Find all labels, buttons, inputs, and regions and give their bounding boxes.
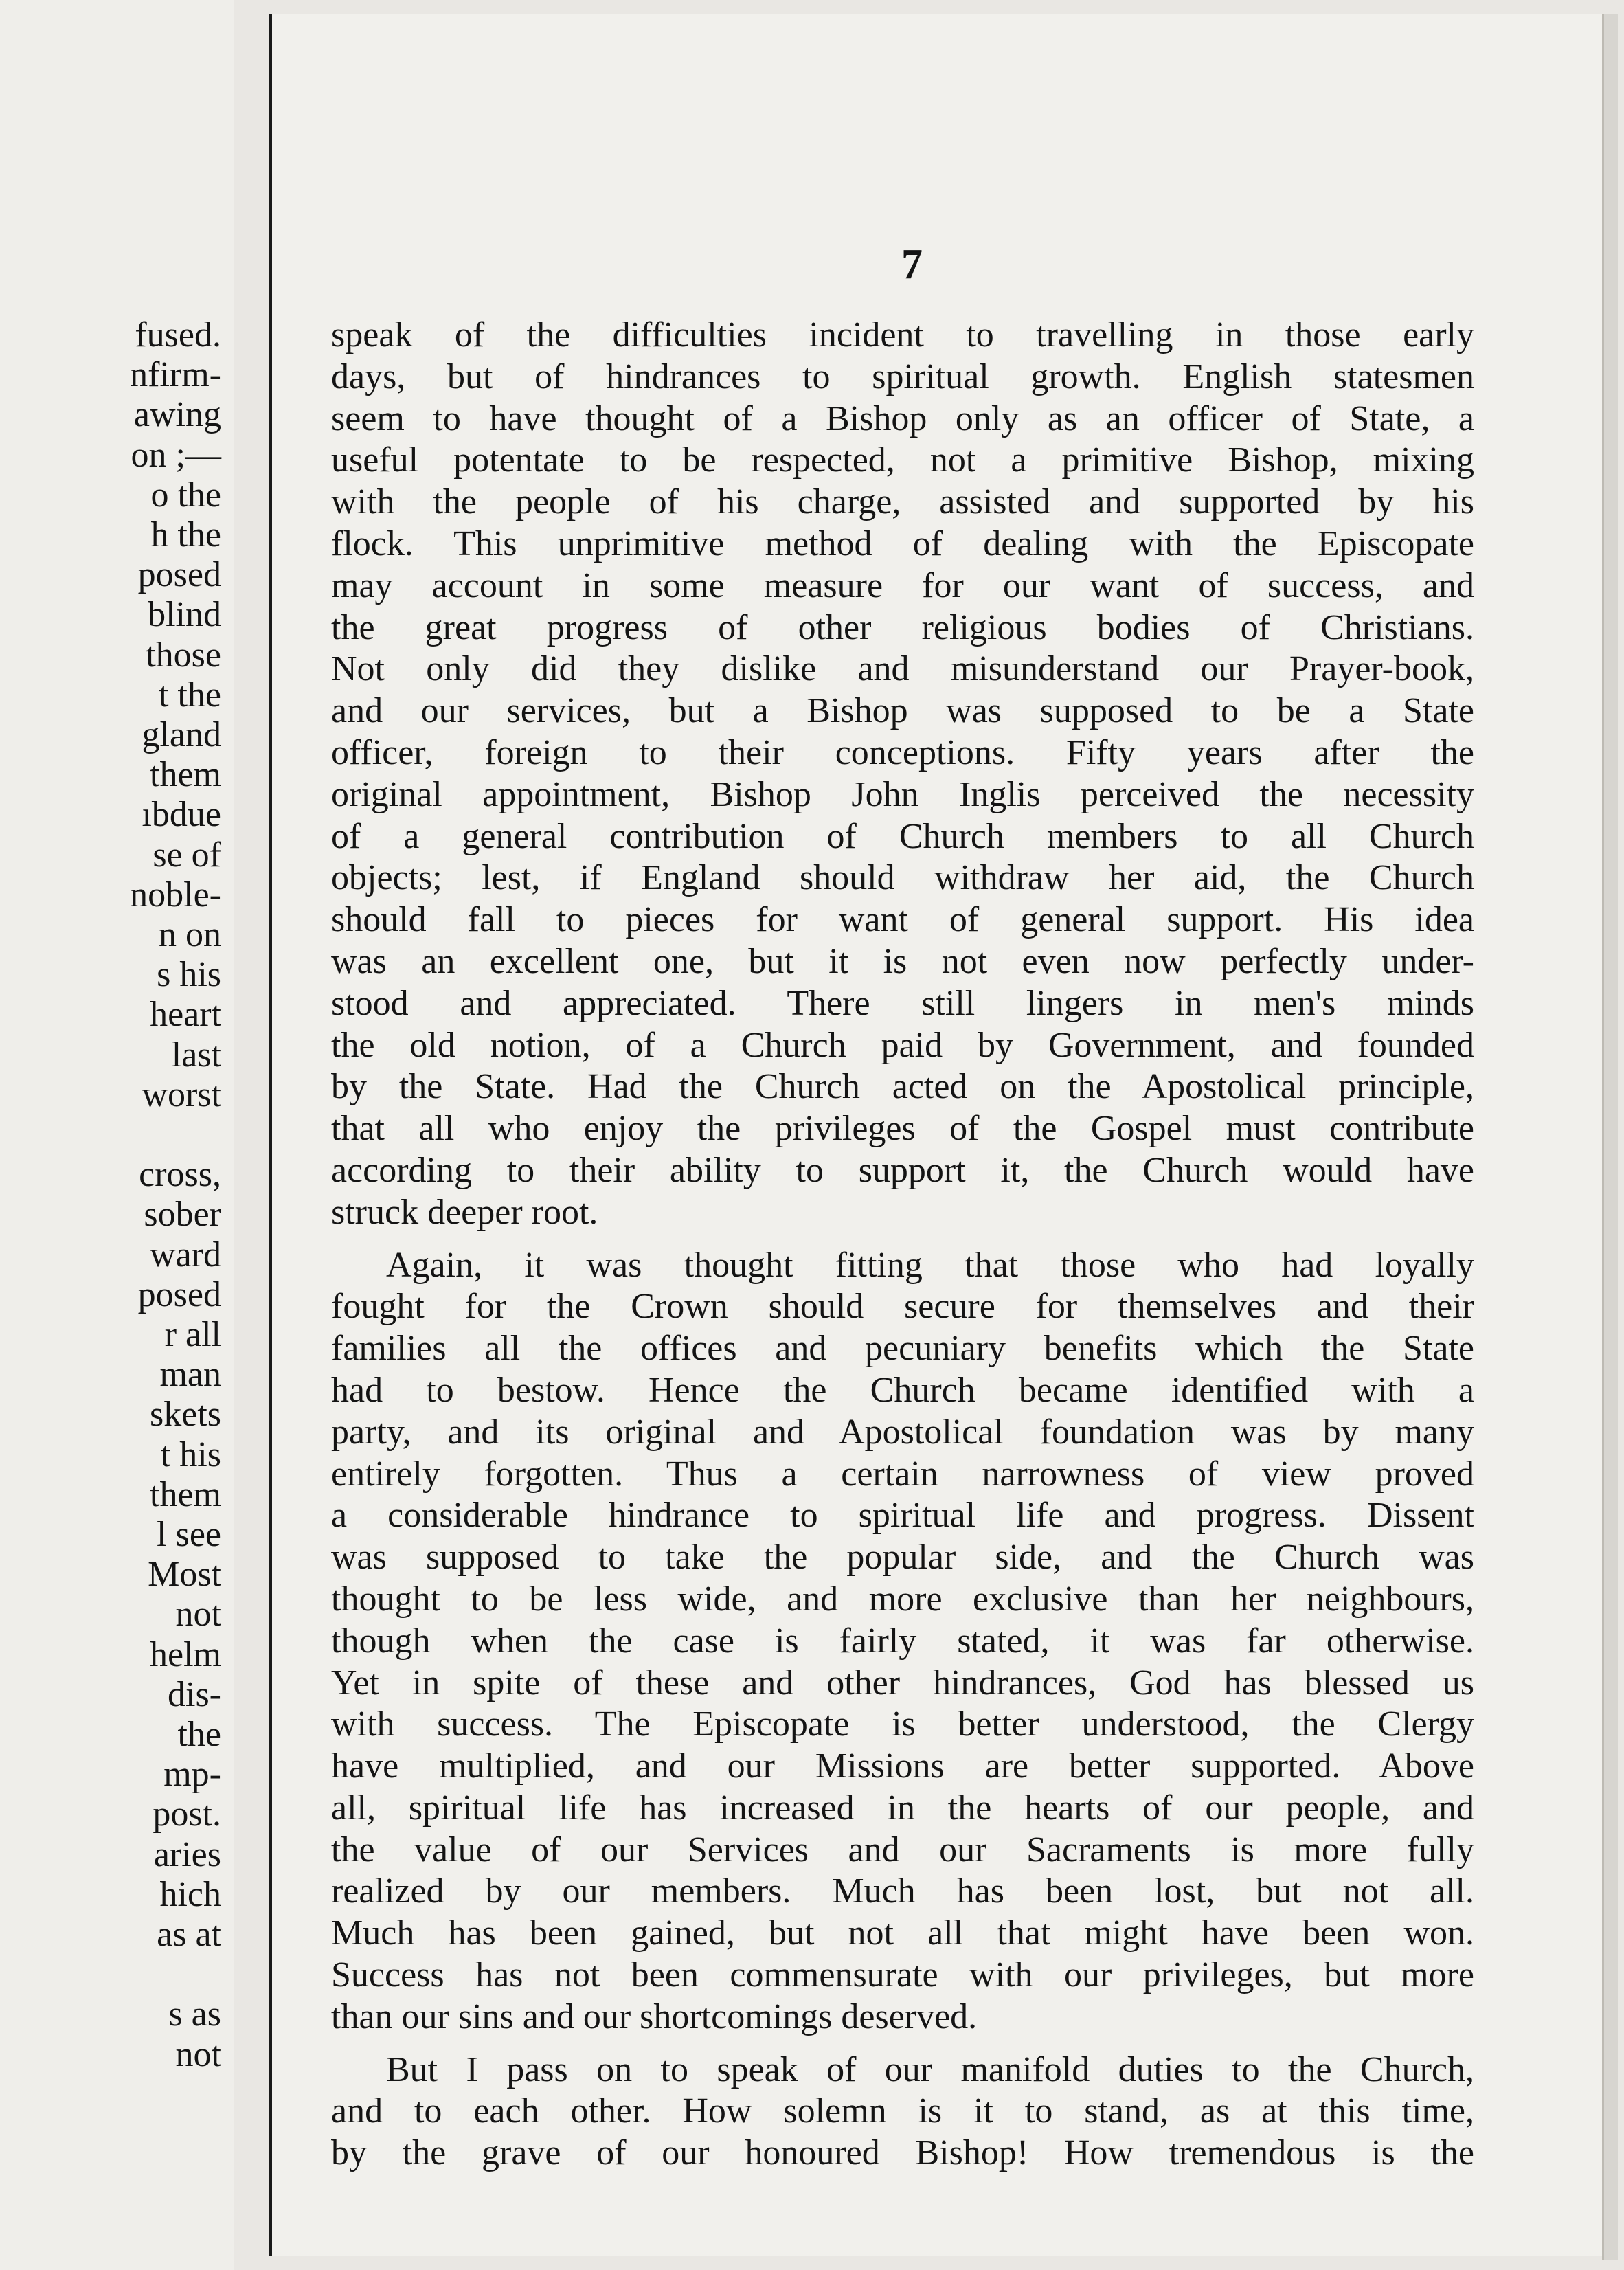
page-number: 7 — [901, 241, 923, 288]
left-page-line: t his — [160, 1435, 221, 1474]
left-page-line: aries — [153, 1834, 221, 1874]
left-page-line: nfirm- — [130, 355, 221, 395]
text-line: stood and appreciated. There still lingers in men's minds — [331, 983, 1474, 1023]
text-line: flock. This unprimitive method of dealing with the Episcopate — [331, 524, 1474, 563]
left-page-line: Most — [148, 1555, 221, 1595]
left-page-line: dis- — [168, 1674, 221, 1714]
text-line: useful potentate to be respected, not a primitive Bishop, mixing — [331, 440, 1474, 480]
left-page-line: h the — [150, 515, 221, 554]
left-page-line: posed — [137, 1274, 221, 1314]
text-line: Much has been gained, but not all that might have been won. — [331, 1913, 1474, 1953]
left-page-line: fused. — [135, 315, 221, 355]
text-line: realized by our members. Much has been lost, but not all. — [331, 1872, 1474, 1911]
paragraph-gap — [331, 2038, 1474, 2049]
text-line: fought for the Crown should secure for themselves and their — [331, 1287, 1474, 1327]
text-line: objects; lest, if England should withdraw her aid, the Church — [331, 858, 1474, 898]
text-line: have multiplied, and our Missions are better supported. Above — [331, 1746, 1474, 1786]
text-line: days, but of hindrances to spiritual growth. English statesmen — [331, 357, 1474, 396]
text-line: thought to be less wide, and more exclusive than her neighbours, — [331, 1579, 1474, 1619]
left-page-line: them — [150, 755, 221, 795]
left-page-line: hich — [159, 1874, 221, 1914]
left-page-line: o the — [150, 475, 221, 515]
left-page-line: heart — [150, 995, 221, 1035]
text-line: seem to have thought of a Bishop only as an officer of State, a — [331, 398, 1474, 438]
text-line: party, and its original and Apostolical foundation was by many — [331, 1412, 1474, 1452]
text-line: a considerable hindrance to spiritual life and progress. Dissent — [331, 1496, 1474, 1536]
left-page-line: posed — [137, 555, 221, 595]
paragraph — [331, 1245, 1474, 2038]
paragraph-gap — [331, 1234, 1474, 1245]
left-page-line: mp- — [163, 1755, 221, 1795]
text-line: the great progress of other religious bodies of Christians. — [331, 607, 1474, 647]
left-page-line: r all — [164, 1315, 221, 1354]
left-page-line: post. — [153, 1795, 221, 1834]
text-line: the value of our Services and our Sacraments is more fully — [331, 1830, 1474, 1869]
left-page-line: on ;— — [131, 435, 221, 475]
text-line: with the people of his charge, assisted and supported by his — [331, 482, 1474, 522]
text-line: according to their ability to support it, the Church would have — [331, 1150, 1474, 1190]
left-page-line: as at — [157, 1915, 221, 1954]
text-line: was an excellent one, but it is not even now perfectly under- — [331, 941, 1474, 981]
left-page-line: s his — [157, 955, 221, 995]
left-page-line: ward — [150, 1235, 221, 1274]
text-line: though when the case is fairly stated, it was far otherwise. — [331, 1621, 1474, 1661]
text-line: than our sins and our shortcomings deserved. — [331, 1997, 978, 2036]
text-line: Yet in spite of these and other hindrances, God has blessed us — [331, 1663, 1474, 1702]
body-text — [331, 315, 1474, 2175]
text-line: struck deeper root. — [331, 1192, 598, 1232]
left-page-line: t the — [159, 675, 221, 715]
left-page-line: cross, — [139, 1155, 221, 1195]
left-page-fragment — [0, 0, 234, 2270]
text-line: Not only did they dislike and misunderstand our Prayer-book, — [331, 649, 1474, 689]
left-page-line: s as — [168, 1994, 221, 2034]
text-line: families all the offices and pecuniary benefits which the State — [331, 1329, 1474, 1369]
text-line: and our services, but a Bishop was supposed to be a State — [331, 691, 1474, 731]
text-line: But I pass on to speak of our manifold duties to the Church, — [386, 2049, 1474, 2089]
text-line: that all who enjoy the privileges of the Gospel must contribute — [331, 1109, 1474, 1149]
text-line: by the State. Had the Church acted on the Apostolical principle, — [331, 1067, 1474, 1107]
text-line: with success. The Episcopate is better understood, the Clergy — [331, 1705, 1474, 1744]
text-line: was supposed to take the popular side, and the Church was — [331, 1538, 1474, 1577]
text-line: officer, foreign to their conceptions. Fifty years after the — [331, 732, 1474, 772]
left-page-line: the — [177, 1715, 221, 1754]
left-page-line: noble- — [130, 875, 221, 914]
left-page-line: not — [175, 1595, 221, 1634]
text-line: by the grave of our honoured Bishop! How tremendous is the — [331, 2133, 1474, 2173]
left-page-line: blind — [148, 595, 221, 635]
text-line: of a general contribution of Church members to all Church — [331, 816, 1474, 856]
text-line: original appointment, Bishop John Inglis perceived the necessity — [331, 774, 1474, 814]
left-page-line: sober — [144, 1195, 221, 1235]
text-line: had to bestow. Hence the Church became identified with a — [331, 1370, 1474, 1410]
left-page-line: man — [159, 1355, 221, 1395]
left-page-line: n on — [159, 915, 221, 954]
text-line: and to each other. How solemn is it to stand, as at this time, — [331, 2091, 1474, 2131]
left-page-line: se of — [153, 835, 221, 875]
paragraph — [331, 2049, 1474, 2175]
left-page-line: ıbdue — [142, 795, 221, 835]
text-line: should fall to pieces for want of general support. His idea — [331, 900, 1474, 940]
left-page-line: not — [175, 2034, 221, 2074]
page-edge — [1602, 14, 1618, 2260]
text-line: Success has not been commensurate with our privileges, but more — [331, 1955, 1474, 1995]
left-page-line: awing — [133, 395, 221, 435]
text-line: speak of the difficulties incident to travelling in those early — [331, 315, 1474, 355]
text-line: all, spiritual life has increased in the hearts of our people, and — [331, 1788, 1474, 1828]
left-page-line: gland — [142, 715, 221, 754]
paragraph — [331, 315, 1474, 1234]
text-line: may account in some measure for our want of success, and — [331, 565, 1474, 605]
left-page-line: last — [171, 1035, 221, 1075]
left-page-line: l see — [157, 1515, 221, 1554]
text-line: Again, it was thought fitting that those who had loyally — [386, 1245, 1474, 1285]
left-page-line: those — [146, 635, 221, 675]
left-page-line: skets — [150, 1395, 221, 1435]
text-line: the old notion, of a Church paid by Government, and founded — [331, 1025, 1474, 1065]
left-page-line: them — [150, 1474, 221, 1514]
text-line: entirely forgotten. Thus a certain narrowness of view proved — [331, 1454, 1474, 1494]
left-page-line: worst — [142, 1075, 221, 1114]
left-page-line: helm — [150, 1634, 221, 1674]
